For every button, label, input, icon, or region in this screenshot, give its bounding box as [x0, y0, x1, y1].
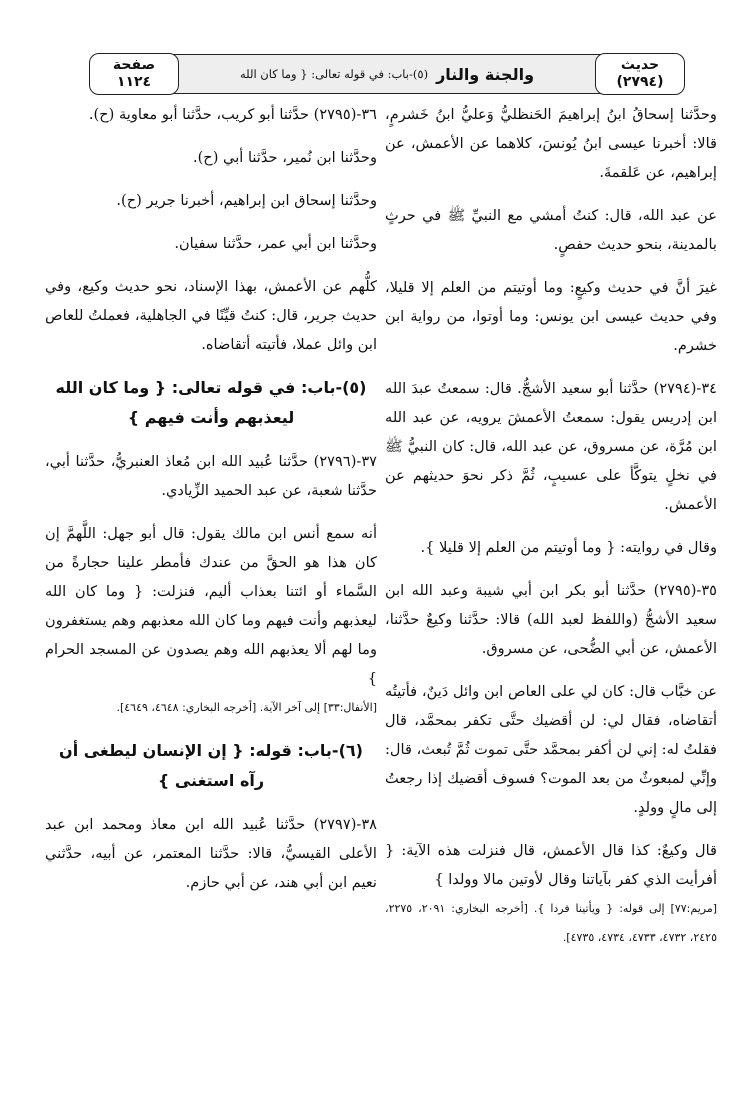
paragraph: وحدَّثنا ابن نُمير، حدَّثنا أبي (ح). [192, 149, 377, 166]
page-header [90, 54, 684, 94]
hadith-paragraph: ٣٤-(٢٧٩٤) حدَّثنا أبو سعيد الأشجُّ. قال: سمعتُ عبدَ الله ابن إدريس يقول: سمعتُ الأعمشَ يرويه، عن عبد الله ابن مُرَّة، عن مسروق، عن عبد الله، قال: كان النبيُّ ﷺ في نخلٍ يتوكَّأ على عسيبٍ، ثُمَّ ذكر نحوَ حديثهم عن الأعمش. [385, 380, 717, 513]
paragraph: قال وكيعٌ: كذا قال الأعمش، قال فنزلت هذه الآية: { أفرأيت الذي كفر بآياتنا وقال لأوتين مالا وولدا } [385, 842, 717, 888]
header-title: والجنة والنار [436, 64, 535, 84]
hadith-number: (٢٧٩٤) [616, 74, 664, 90]
paragraph: عن عبد الله، قال: كنتُ أمشي مع النبيِّ ﷺ في حرثٍ بالمدينة، بنحو حديث حفصٍ. [385, 207, 717, 253]
paragraph: غيرَ أنَّ في حديث وكيعٍ: وما أوتيتم من العلم إلا قليلا، وفي حديث عيسى ابن يونس: وما أوتوا، من رواية ابن خشرم. [385, 279, 717, 354]
right-column [385, 100, 717, 1090]
hadith-paragraph: ٣٥-(٢٧٩٥) حدَّثنا أبو بكر ابن أبي شيبة وعبد الله ابن سعيد الأشجُّ (واللفظ لعبد الله) قالا: حدَّثنا وكيعٌ حدَّثنا، الأعمش، عن أبي الضُّحى، عن مسروق. [385, 582, 717, 657]
paragraph: وحدَّثنا إسحاق ابن إبراهيم، أخبرنا جرير (ح). [116, 192, 377, 209]
chapter-heading: (٦)-باب: قوله: { إن الإنسان ليطغى أن رآه استغنى } [59, 741, 363, 790]
paragraph: عن خبَّاب قال: كان لي على العاص ابن وائل دَينٌ، فأتيتُه أتقاضاه، فقال لي: لن أقضيك حتَّى تكفر بمحمَّد، قال فقلتُ له: إني لن أكفر بمحمَّد حتَّى تموت ثُمَّ تُبعث، قال: وإنِّي لمبعوثٌ من بعد الموت؟ فسوف أقضيك إذا رجعتُ إلى مالٍ وولدٍ. [384, 683, 717, 816]
page-number-box [89, 53, 179, 95]
left-column [45, 100, 377, 1090]
paragraph: أنه سمع أنس ابن مالك يقول: قال أبو جهل: اللَّهمَّ إن كان هذا هو الحقَّ من عندك فأمطر علينا حجارةً من السَّماء أو ائتنا بعذاب أليم، فنزلت: { وما كان الله ليعذبهم وأنت فيهم وما كان الله معذبهم وهم يستغفرون وما لهم ألا يعذبهم الله وهم يصدون عن المسجد الحرام } [45, 525, 377, 687]
header-title-group [240, 65, 534, 84]
chapter-heading: (٥)-باب: في قوله تعالى: { وما كان الله ليعذبهم وأنت فيهم } [55, 378, 367, 427]
paragraph: وقال في روايته: { وما أوتيتم من العلم إلا قليلا }. [420, 539, 717, 556]
reference-note: [الأنفال:٣٣] إلى آخر الآية. [أخرجه البخاري: ٤٦٤٨، ٤٦٤٩]. [116, 701, 377, 714]
reference-note: [مريم:٧٧] إلى قوله: { ويأتينا فردا }. [أخرجه البخاري: ٢٠٩١، ٢٢٧٥، ٢٤٢٥، ٤٧٣٢، ٤٧٣٣، ٤٧٣٤، ٤٧٣٥]. [385, 902, 718, 944]
page-label: صفحة [112, 57, 156, 73]
paragraph: كلُّهم عن الأعمش، بهذا الإسناد، نحو حديث وكيع، وفي حديث جرير، قال: كنتُ قيِّنًا في الجاهلية، فعملتُ للعاص ابن وائل عملا، فأتيته أتقاضاه. [45, 278, 377, 353]
hadith-paragraph: ٣٦-(٢٧٩٥) حدَّثنا أبو كريب، حدَّثنا أبو معاوية (ح). [88, 106, 377, 123]
page-number: ١١٢٤ [116, 74, 152, 90]
hadith-label: حديث [620, 57, 660, 73]
hadith-paragraph: ٣٧-(٢٧٩٦) حدَّثنا عُبيد الله ابن مُعاذ العنبريُّ، حدَّثنا أبي، حدَّثنا شعبة، عن عبد الحميد الزِّيادي. [45, 453, 377, 499]
paragraph: وحدَّثنا إسحاقُ ابنُ إبراهيمَ الحَنظليُّ وَعليُّ ابنُ خَشرمٍ، قالا: أخبرنا عيسى ابنُ يُونسَ، كلاهما عن الأعمش، عن إبراهيم، عن عَلقمةَ. [385, 106, 717, 181]
header-subtitle: (٥)-باب: في قوله تعالى: { وما كان الله [239, 67, 429, 81]
hadith-number-box [595, 53, 685, 95]
hadith-paragraph: ٣٨-(٢٧٩٧) حدَّثنا عُبيد الله ابن معاذ ومحمد ابن عبد الأعلى القيسيُّ، قالا: حدَّثنا المعتمر، عن أبيه، حدَّثني نعيم ابن أبي هند، عن أبي حازم. [45, 816, 377, 891]
paragraph: وحدَّثنا ابن أبي عمر، حدَّثنا سفيان. [174, 235, 377, 252]
